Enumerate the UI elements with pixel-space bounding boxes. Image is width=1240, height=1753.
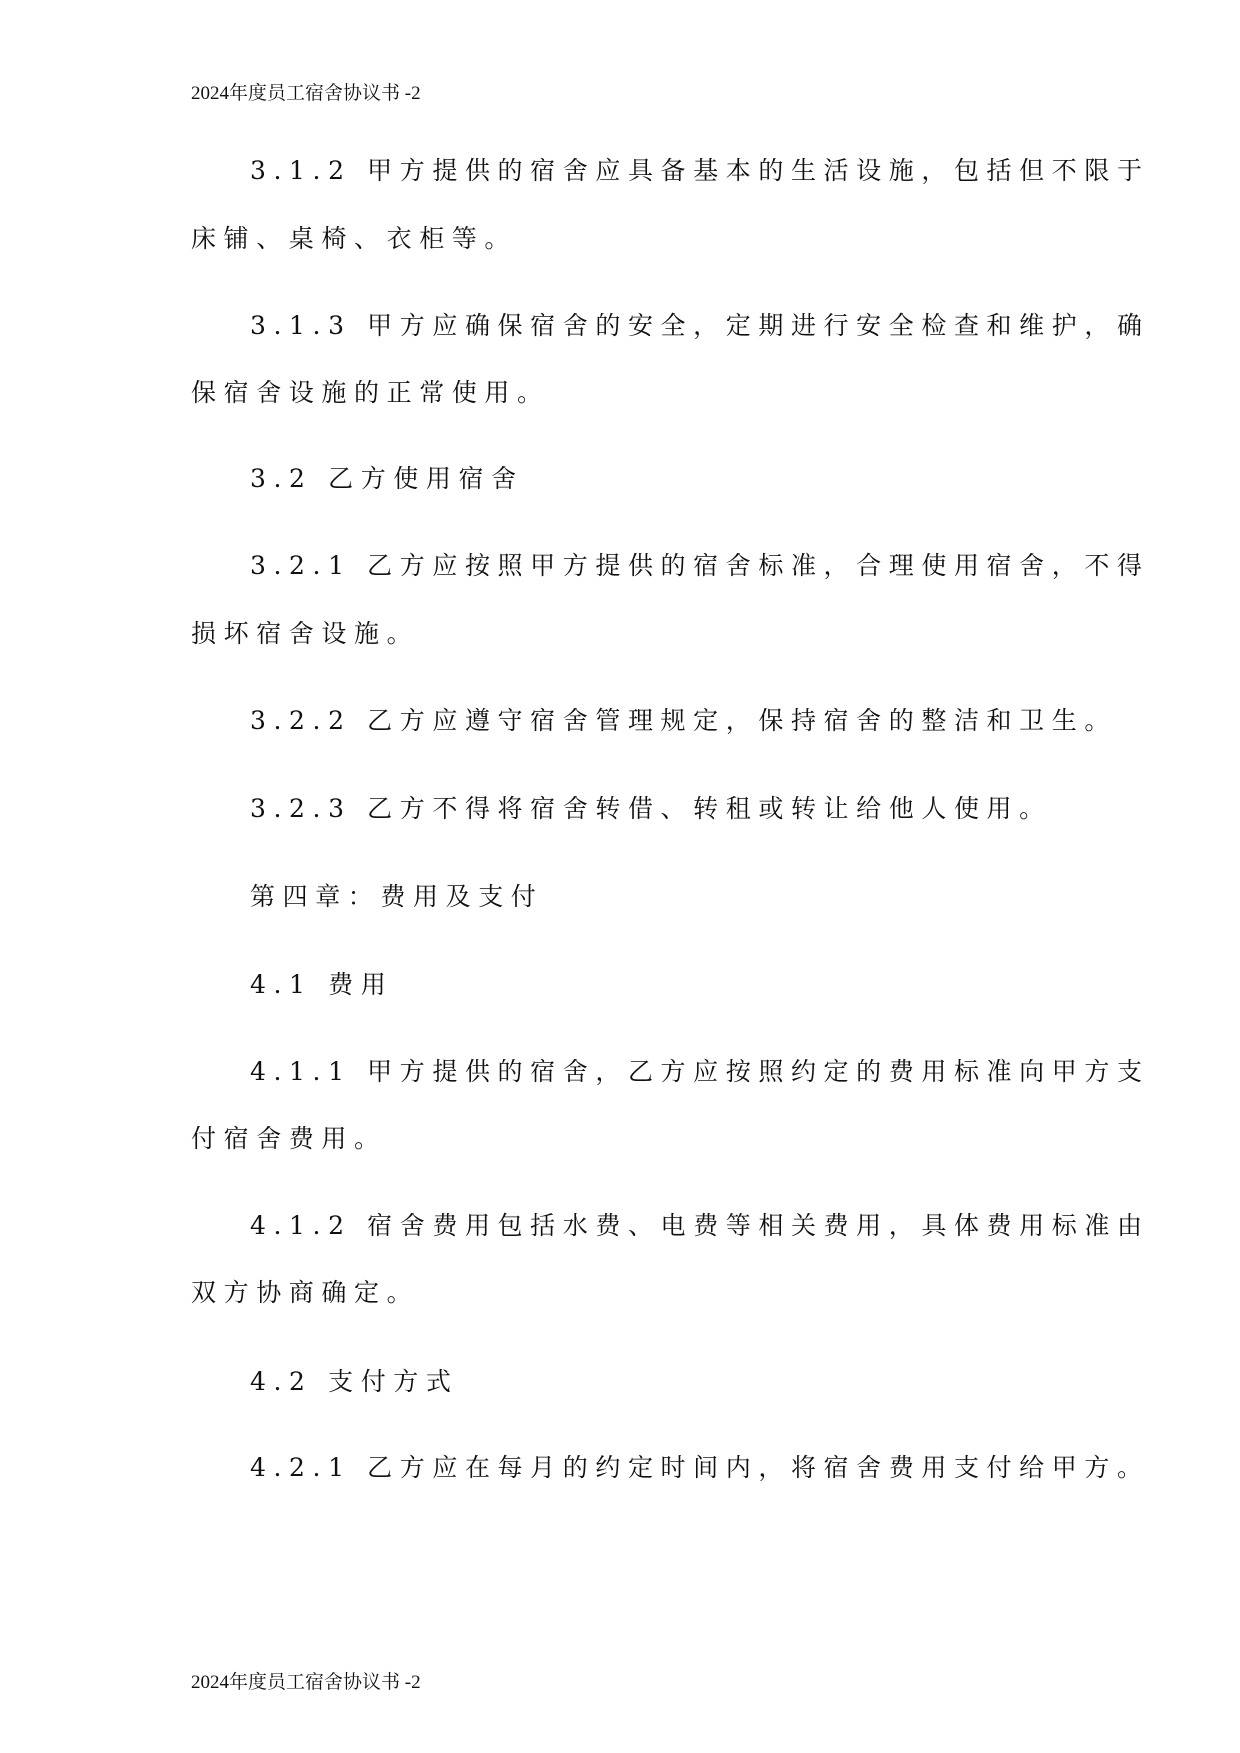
page-footer: 2024年度员工宿舍协议书 -2 xyxy=(191,1672,421,1693)
paragraph-line: 4.1.1 甲方提供的宿舍，乙方应按照约定的费用标准向甲方支 xyxy=(250,1057,1150,1086)
paragraph-line: 床铺、桌椅、衣柜等。 xyxy=(191,224,518,253)
paragraph-line: 3.1.3 甲方应确保宿舍的安全，定期进行安全检查和维护，确 xyxy=(250,311,1150,340)
section-heading: 4.1 费用 xyxy=(250,970,394,999)
paragraph-line: 3.1.2 甲方提供的宿舍应具备基本的生活设施，包括但不限于 xyxy=(250,156,1150,185)
paragraph-line: 保宿舍设施的正常使用。 xyxy=(191,378,550,407)
paragraph-line: 3.2.3 乙方不得将宿舍转借、转租或转让给他人使用。 xyxy=(250,794,1052,823)
page-header: 2024年度员工宿舍协议书 -2 xyxy=(191,83,421,104)
paragraph-line: 4.2.1 乙方应在每月的约定时间内，将宿舍费用支付给甲方。 xyxy=(250,1453,1150,1482)
paragraph-line: 双方协商确定。 xyxy=(191,1278,420,1307)
paragraph-line: 4.1.2 宿舍费用包括水费、电费等相关费用，具体费用标准由 xyxy=(250,1211,1150,1240)
paragraph-line: 3.2.1 乙方应按照甲方提供的宿舍标准，合理使用宿舍，不得 xyxy=(250,551,1150,580)
paragraph-line: 3.2.2 乙方应遵守宿舍管理规定，保持宿舍的整洁和卫生。 xyxy=(250,706,1117,735)
paragraph-line: 付宿舍费用。 xyxy=(191,1124,387,1153)
chapter-heading: 第四章：费用及支付 xyxy=(250,882,544,911)
section-heading: 3.2 乙方使用宿舍 xyxy=(250,464,524,493)
paragraph-line: 损坏宿舍设施。 xyxy=(191,619,420,648)
section-heading: 4.2 支付方式 xyxy=(250,1367,459,1396)
